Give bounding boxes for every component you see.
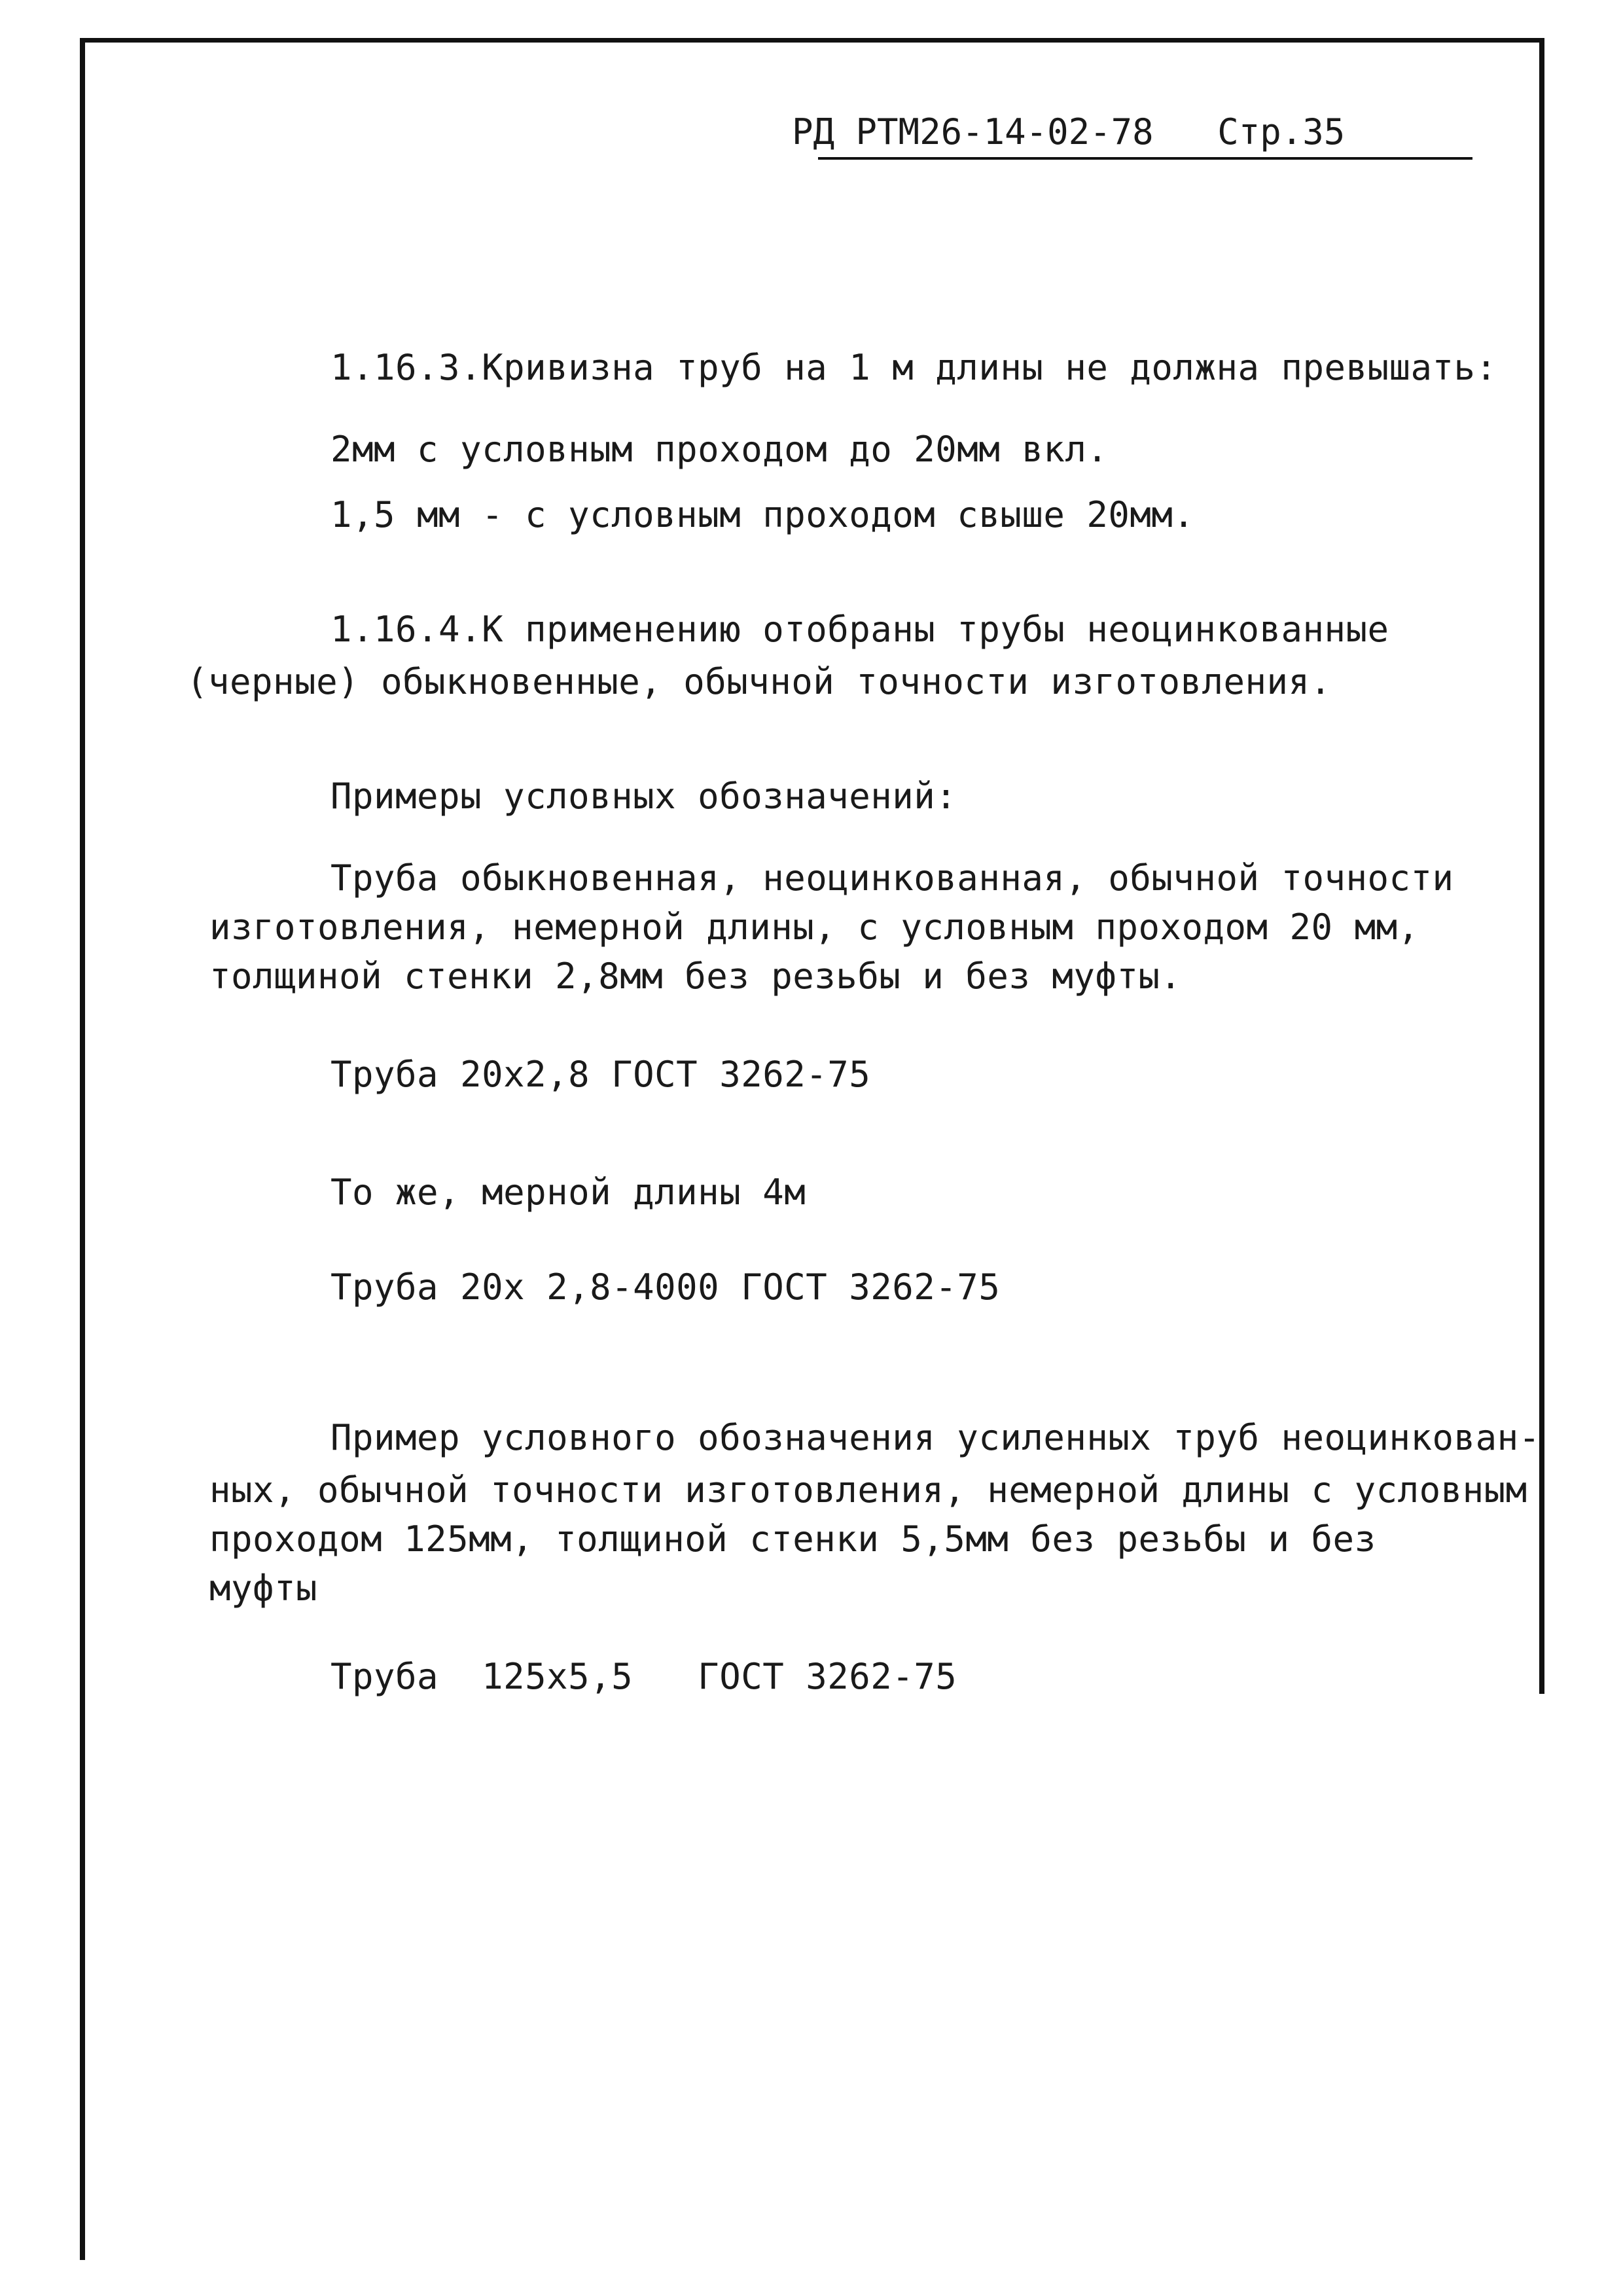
- page-number: Стр.35: [1217, 111, 1346, 152]
- examples-heading: Примеры условных обозначений:: [330, 776, 957, 817]
- example-1-description-line-3: толщиной стенки 2,8мм без резьбы и без муфты.: [209, 956, 1182, 997]
- example-3-description-line-3: проходом 125мм, толщиной стенки 5,5мм без резьбы и без: [209, 1518, 1376, 1560]
- example-2-designation: Труба 20х 2,8-4000 ГОСТ 3262-75: [330, 1266, 1001, 1308]
- example-3-description-line-1: Пример условного обозначения усиленных труб неоцинкован-: [330, 1417, 1541, 1458]
- page-header: [792, 111, 1345, 152]
- header-underline: [818, 157, 1472, 160]
- page-frame-left-border: [80, 38, 85, 2260]
- example-3-description-line-4: муфты: [209, 1568, 318, 1609]
- page-frame-top-border: [80, 38, 1544, 43]
- example-3-description-line-2: ных, обычной точности изготовления, немерной длины с условным: [209, 1469, 1527, 1511]
- example-1-designation: Труба 20х2,8 ГОСТ 3262-75: [330, 1054, 871, 1095]
- example-1-description-line-1: Труба обыкновенная, неоцинкованная, обычной точности: [330, 857, 1454, 899]
- clause-1-16-4-line-2: (черные) обыкновенные, обычной точности изготовления.: [187, 661, 1332, 702]
- example-2-description: То же, мерной длины 4м: [330, 1172, 806, 1213]
- clause-1-16-4-line-1: 1.16.4.К применению отобраны трубы неоцинкованные: [330, 609, 1389, 650]
- document-code: РД РТМ26-14-02-78: [792, 111, 1154, 152]
- clause-1-16-3: 1.16.3.Кривизна труб на 1 м длины не должна превышать:: [330, 347, 1497, 388]
- example-3-designation: Труба 125х5,5 ГОСТ 3262-75: [330, 1656, 957, 1697]
- example-1-description-line-2: изготовления, немерной длины, с условным проходом 20 мм,: [209, 906, 1419, 948]
- curvature-limit-small: 2мм с условным проходом до 20мм вкл.: [330, 429, 1109, 470]
- curvature-limit-large: 1,5 мм - с условным проходом свыше 20мм.: [330, 494, 1195, 535]
